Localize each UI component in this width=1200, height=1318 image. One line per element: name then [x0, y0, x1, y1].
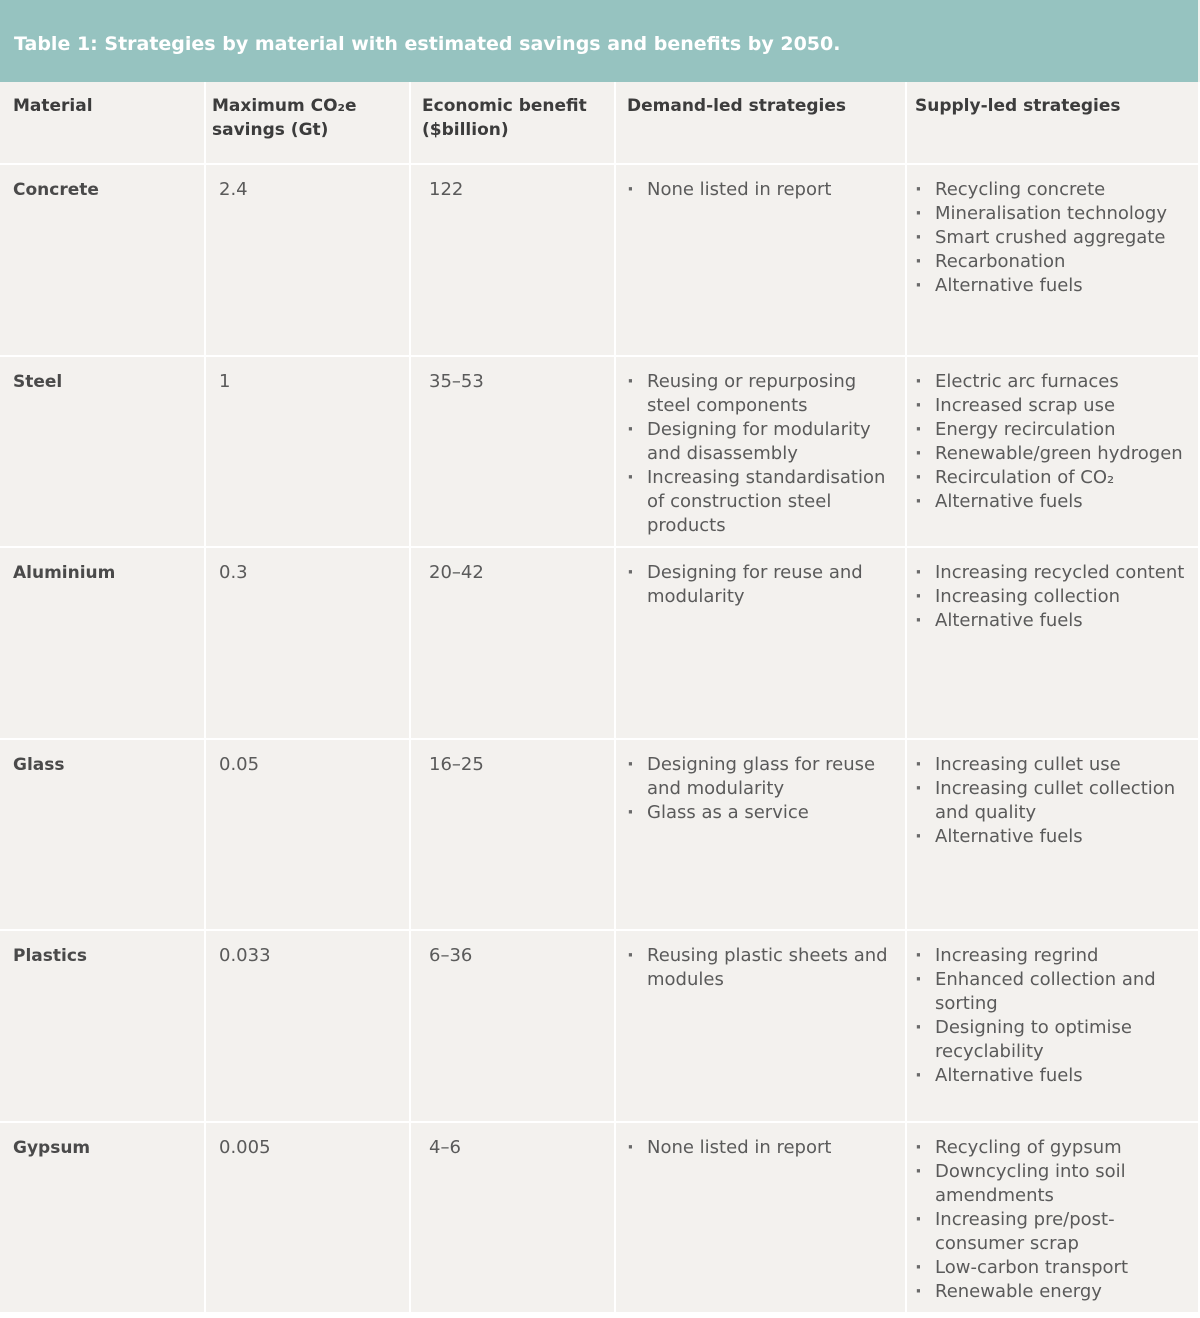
supply-led-cell	[906, 930, 1198, 1122]
demand-strategy-item: · None listed in report	[627, 1136, 905, 1160]
supply-strategy-item: · Recarbonation	[915, 250, 1198, 274]
table-row	[0, 547, 1198, 739]
supply-strategy-list	[915, 561, 1198, 633]
demand-strategy-list	[627, 178, 905, 202]
table-row	[0, 739, 1198, 931]
table-header	[0, 82, 1198, 164]
supply-strategy-item: · Downcycling into soil amendments	[915, 1160, 1198, 1208]
demand-led-cell	[615, 739, 906, 931]
co2-savings-cell: 0.033	[205, 930, 410, 1122]
co2-savings-cell: 2.4	[205, 164, 410, 356]
supply-strategy-list	[915, 178, 1198, 298]
supply-strategy-list	[915, 944, 1198, 1088]
table-row	[0, 356, 1198, 548]
supply-strategy-item: · Increased scrap use	[915, 394, 1198, 418]
economic-benefit-cell: 4–6	[410, 1122, 615, 1314]
economic-benefit-cell: 16–25	[410, 739, 615, 931]
material-cell: Plastics	[0, 930, 205, 1122]
material-cell: Concrete	[0, 164, 205, 356]
supply-led-cell	[906, 1122, 1198, 1314]
supply-strategy-item: · Alternative fuels	[915, 490, 1198, 514]
supply-strategy-item: · Mineralisation technology	[915, 202, 1198, 226]
demand-led-cell	[615, 356, 906, 548]
supply-strategy-item: · Increasing collection	[915, 585, 1198, 609]
demand-strategy-item: · Designing glass for reuse and modularity	[627, 753, 905, 801]
demand-led-cell	[615, 547, 906, 739]
demand-strategy-item: · None listed in report	[627, 178, 905, 202]
supply-strategy-item: · Alternative fuels	[915, 274, 1198, 298]
demand-strategy-item: · Glass as a service	[627, 801, 905, 825]
supply-led-cell	[906, 739, 1198, 931]
supply-strategy-list	[915, 370, 1198, 514]
material-cell: Gypsum	[0, 1122, 205, 1314]
demand-strategy-list	[627, 944, 905, 992]
demand-strategy-item: · Reusing plastic sheets and modules	[627, 944, 905, 992]
supply-strategy-item: · Recirculation of CO₂	[915, 466, 1198, 490]
demand-strategy-list	[627, 561, 905, 609]
header-co2-savings: Maximum CO₂e savings (Gt)	[205, 82, 410, 164]
demand-strategy-list	[627, 1136, 905, 1160]
demand-led-cell	[615, 1122, 906, 1314]
supply-strategy-item: · Electric arc furnaces	[915, 370, 1198, 394]
table-body	[0, 164, 1198, 1313]
supply-strategy-list	[915, 753, 1198, 849]
table-title: Table 1: Strategies by material with estimated savings and benefits by 2050.	[14, 33, 841, 55]
table-row	[0, 1122, 1198, 1314]
supply-strategy-item: · Recycling of gypsum	[915, 1136, 1198, 1160]
strategies-table	[0, 82, 1198, 1314]
demand-strategy-item: · Reusing or repurposing steel components	[627, 370, 905, 418]
supply-led-cell	[906, 356, 1198, 548]
supply-strategy-item: · Recycling concrete	[915, 178, 1198, 202]
table-row	[0, 164, 1198, 356]
header-row	[0, 82, 1198, 164]
supply-strategy-item: · Enhanced collection and sorting	[915, 968, 1198, 1016]
economic-benefit-cell: 122	[410, 164, 615, 356]
header-economic-benefit: Economic benefit ($billion)	[410, 82, 615, 164]
material-cell: Steel	[0, 356, 205, 548]
co2-savings-cell: 1	[205, 356, 410, 548]
demand-strategy-item: · Designing for reuse and modularity	[627, 561, 905, 609]
supply-led-cell	[906, 164, 1198, 356]
economic-benefit-cell: 35–53	[410, 356, 615, 548]
supply-strategy-item: · Alternative fuels	[915, 1064, 1198, 1088]
table-title-bar	[0, 0, 1200, 82]
supply-strategy-item: · Smart crushed aggregate	[915, 226, 1198, 250]
supply-strategy-item: · Increasing cullet collection and quality	[915, 777, 1198, 825]
supply-strategy-item: · Renewable energy	[915, 1280, 1198, 1304]
co2-savings-cell: 0.005	[205, 1122, 410, 1314]
supply-strategy-item: · Energy recirculation	[915, 418, 1198, 442]
material-cell: Aluminium	[0, 547, 205, 739]
material-cell: Glass	[0, 739, 205, 931]
demand-strategy-list	[627, 753, 905, 825]
supply-strategy-item: · Alternative fuels	[915, 825, 1198, 849]
co2-savings-cell: 0.3	[205, 547, 410, 739]
table-row	[0, 930, 1198, 1122]
demand-led-cell	[615, 930, 906, 1122]
supply-strategy-item: · Increasing cullet use	[915, 753, 1198, 777]
supply-strategy-item: · Alternative fuels	[915, 609, 1198, 633]
economic-benefit-cell: 20–42	[410, 547, 615, 739]
header-demand-led: Demand-led strategies	[615, 82, 906, 164]
demand-led-cell	[615, 164, 906, 356]
supply-strategy-item: · Designing to optimise recyclability	[915, 1016, 1198, 1064]
supply-strategy-item: · Low-carbon transport	[915, 1256, 1198, 1280]
supply-strategy-item: · Increasing pre/post-consumer scrap	[915, 1208, 1198, 1256]
demand-strategy-list	[627, 370, 905, 538]
header-supply-led: Supply-led strategies	[906, 82, 1198, 164]
demand-strategy-item: · Increasing standardisation of construction steel products	[627, 466, 905, 538]
supply-strategy-item: · Increasing regrind	[915, 944, 1198, 968]
demand-strategy-item: · Designing for modularity and disassembly	[627, 418, 905, 466]
header-material: Material	[0, 82, 205, 164]
economic-benefit-cell: 6–36	[410, 930, 615, 1122]
supply-strategy-list	[915, 1136, 1198, 1304]
supply-strategy-item: · Renewable/green hydrogen	[915, 442, 1198, 466]
supply-led-cell	[906, 547, 1198, 739]
supply-strategy-item: · Increasing recycled content	[915, 561, 1198, 585]
co2-savings-cell: 0.05	[205, 739, 410, 931]
